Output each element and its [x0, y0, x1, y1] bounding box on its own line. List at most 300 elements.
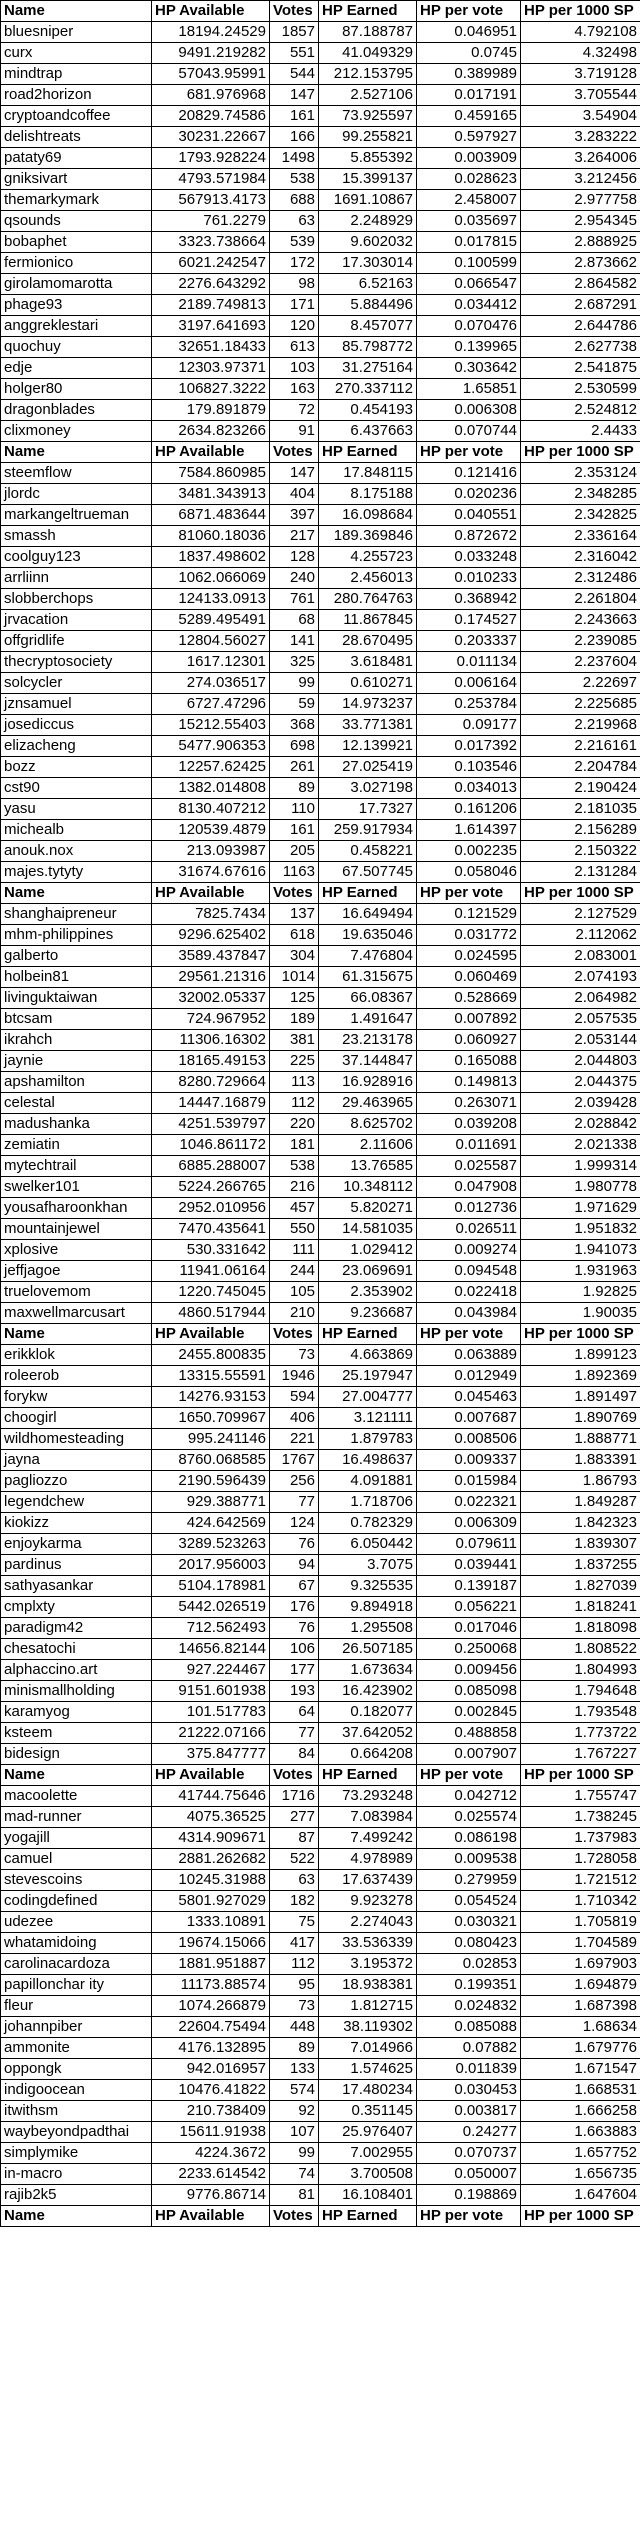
cell-hp-per-vote: 0.033248	[417, 547, 521, 568]
cell-name: alphaccino.art	[1, 1660, 152, 1681]
cell-name: choogirl	[1, 1408, 152, 1429]
cell-votes: 220	[270, 1114, 319, 1135]
cell-votes: 397	[270, 505, 319, 526]
table-row	[1, 2164, 640, 2185]
header-name: Name	[1, 1765, 152, 1786]
cell-hp-per-1000-sp: 2.112062	[521, 925, 640, 946]
cell-hp-available: 32002.05337	[152, 988, 270, 1009]
cell-name: jeffjagoe	[1, 1261, 152, 1282]
cell-hp-available: 4075.36525	[152, 1807, 270, 1828]
cell-hp-earned: 0.458221	[319, 841, 417, 862]
cell-name: majes.tytyty	[1, 862, 152, 883]
table-row	[1, 2122, 640, 2143]
cell-hp-earned: 9.923278	[319, 1891, 417, 1912]
cell-hp-earned: 3.121111	[319, 1408, 417, 1429]
table-row	[1, 1387, 640, 1408]
cell-votes: 98	[270, 274, 319, 295]
cell-name: yousafharoonkhan	[1, 1198, 152, 1219]
header-hp-per-vote: HP per vote	[417, 442, 521, 463]
cell-hp-per-vote: 0.063889	[417, 1345, 521, 1366]
cell-votes: 76	[270, 1534, 319, 1555]
cell-hp-available: 5477.906353	[152, 736, 270, 757]
header-hp-earned: HP Earned	[319, 1765, 417, 1786]
cell-name: josediccus	[1, 715, 152, 736]
cell-hp-available: 11173.88574	[152, 1975, 270, 1996]
cell-name: paradigm42	[1, 1618, 152, 1639]
cell-votes: 1946	[270, 1366, 319, 1387]
table-row	[1, 526, 640, 547]
cell-hp-per-1000-sp: 3.264006	[521, 148, 640, 169]
cell-hp-per-vote: 0.199351	[417, 1975, 521, 1996]
cell-hp-per-vote: 0.009456	[417, 1660, 521, 1681]
cell-hp-per-1000-sp: 2.225685	[521, 694, 640, 715]
cell-hp-available: 9151.601938	[152, 1681, 270, 1702]
cell-hp-per-vote: 0.07882	[417, 2038, 521, 2059]
table-row	[1, 169, 640, 190]
table-row	[1, 946, 640, 967]
cell-hp-per-vote: 0.011134	[417, 652, 521, 673]
cell-hp-available: 929.388771	[152, 1492, 270, 1513]
cell-hp-per-vote: 0.022418	[417, 1282, 521, 1303]
table-row	[1, 631, 640, 652]
cell-hp-available: 724.967952	[152, 1009, 270, 1030]
cell-hp-earned: 0.610271	[319, 673, 417, 694]
table-row	[1, 841, 640, 862]
cell-hp-per-vote: 0.025574	[417, 1807, 521, 1828]
cell-hp-per-vote: 0.086198	[417, 1828, 521, 1849]
header-votes: Votes	[270, 2206, 319, 2227]
header-hp-available: HP Available	[152, 442, 270, 463]
cell-hp-per-1000-sp: 1.837255	[521, 1555, 640, 1576]
header-hp-per-vote: HP per vote	[417, 883, 521, 904]
cell-hp-per-1000-sp: 4.32498	[521, 43, 640, 64]
cell-name: gniksivart	[1, 169, 152, 190]
cell-hp-per-1000-sp: 2.541875	[521, 358, 640, 379]
cell-name: celestal	[1, 1093, 152, 1114]
cell-name: yogajill	[1, 1828, 152, 1849]
cell-hp-per-vote: 0.008506	[417, 1429, 521, 1450]
cell-hp-per-1000-sp: 2.057535	[521, 1009, 640, 1030]
cell-hp-available: 57043.95991	[152, 64, 270, 85]
table-row	[1, 1240, 640, 1261]
cell-hp-earned: 25.197947	[319, 1366, 417, 1387]
cell-name: forykw	[1, 1387, 152, 1408]
cell-hp-per-1000-sp: 1.971629	[521, 1198, 640, 1219]
cell-hp-per-vote: 0.042712	[417, 1786, 521, 1807]
cell-hp-earned: 27.025419	[319, 757, 417, 778]
cell-hp-per-1000-sp: 2.039428	[521, 1093, 640, 1114]
table-row	[1, 1114, 640, 1135]
cell-name: carolinacardoza	[1, 1954, 152, 1975]
cell-hp-earned: 189.369846	[319, 526, 417, 547]
sheet-body	[1, 1, 640, 2227]
cell-hp-per-vote: 0.02853	[417, 1954, 521, 1975]
table-row	[1, 1744, 640, 1765]
cell-hp-per-vote: 0.303642	[417, 358, 521, 379]
cell-hp-earned: 16.098684	[319, 505, 417, 526]
cell-hp-per-1000-sp: 1.941073	[521, 1240, 640, 1261]
cell-hp-per-vote: 0.070476	[417, 316, 521, 337]
table-row	[1, 1660, 640, 1681]
cell-hp-per-1000-sp: 2.021338	[521, 1135, 640, 1156]
cell-hp-available: 31674.67616	[152, 862, 270, 883]
cell-hp-available: 19674.15066	[152, 1933, 270, 1954]
cell-votes: 406	[270, 1408, 319, 1429]
table-row	[1, 1198, 640, 1219]
cell-hp-per-1000-sp: 1.687398	[521, 1996, 640, 2017]
cell-name: quochuy	[1, 337, 152, 358]
cell-hp-earned: 7.083984	[319, 1807, 417, 1828]
cell-votes: 125	[270, 988, 319, 1009]
cell-votes: 67	[270, 1576, 319, 1597]
cell-hp-per-1000-sp: 1.704589	[521, 1933, 640, 1954]
cell-hp-per-vote: 0.017191	[417, 85, 521, 106]
cell-hp-per-vote: 0.121529	[417, 904, 521, 925]
cell-hp-per-vote: 0.012949	[417, 1366, 521, 1387]
cell-votes: 550	[270, 1219, 319, 1240]
table-row	[1, 568, 640, 589]
cell-hp-per-vote: 0.161206	[417, 799, 521, 820]
cell-hp-earned: 73.293248	[319, 1786, 417, 1807]
header-hp-per-vote: HP per vote	[417, 1765, 521, 1786]
table-row	[1, 190, 640, 211]
table-row	[1, 904, 640, 925]
table-row	[1, 43, 640, 64]
cell-hp-per-vote: 0.139965	[417, 337, 521, 358]
cell-hp-per-vote: 0.080423	[417, 1933, 521, 1954]
cell-votes: 182	[270, 1891, 319, 1912]
cell-name: roleerob	[1, 1366, 152, 1387]
cell-hp-per-1000-sp: 1.694879	[521, 1975, 640, 1996]
cell-hp-available: 4224.3672	[152, 2143, 270, 2164]
cell-hp-per-vote: 1.65851	[417, 379, 521, 400]
cell-name: jayna	[1, 1450, 152, 1471]
cell-hp-earned: 259.917934	[319, 820, 417, 841]
cell-hp-per-vote: 0.085088	[417, 2017, 521, 2038]
cell-hp-per-vote: 0.060469	[417, 967, 521, 988]
cell-hp-per-1000-sp: 2.261804	[521, 589, 640, 610]
cell-votes: 161	[270, 106, 319, 127]
cell-hp-per-vote: 0.050007	[417, 2164, 521, 2185]
header-hp-per-1000-sp: HP per 1000 SP	[521, 883, 640, 904]
cell-votes: 225	[270, 1051, 319, 1072]
cell-votes: 613	[270, 337, 319, 358]
cell-hp-available: 3323.738664	[152, 232, 270, 253]
cell-hp-earned: 2.456013	[319, 568, 417, 589]
cell-hp-earned: 17.303014	[319, 253, 417, 274]
cell-hp-available: 1074.266879	[152, 1996, 270, 2017]
cell-hp-available: 14656.82144	[152, 1639, 270, 1660]
cell-votes: 1014	[270, 967, 319, 988]
cell-name: edje	[1, 358, 152, 379]
cell-hp-per-1000-sp: 1.888771	[521, 1429, 640, 1450]
cell-hp-available: 20829.74586	[152, 106, 270, 127]
table-row	[1, 610, 640, 631]
table-row	[1, 652, 640, 673]
cell-hp-earned: 0.664208	[319, 1744, 417, 1765]
cell-hp-per-vote: 0.459165	[417, 106, 521, 127]
cell-name: karamyog	[1, 1702, 152, 1723]
cell-votes: 63	[270, 1870, 319, 1891]
cell-hp-earned: 16.423902	[319, 1681, 417, 1702]
cell-hp-earned: 11.867845	[319, 610, 417, 631]
cell-hp-available: 41744.75646	[152, 1786, 270, 1807]
cell-hp-per-1000-sp: 1.86793	[521, 1471, 640, 1492]
header-row	[1, 1, 640, 22]
cell-name: thecryptosociety	[1, 652, 152, 673]
cell-name: mhm-philippines	[1, 925, 152, 946]
cell-hp-earned: 0.454193	[319, 400, 417, 421]
header-hp-earned: HP Earned	[319, 442, 417, 463]
cell-hp-per-vote: 0.009274	[417, 1240, 521, 1261]
header-hp-per-1000-sp: HP per 1000 SP	[521, 2206, 640, 2227]
cell-hp-per-vote: 0.020236	[417, 484, 521, 505]
header-hp-available: HP Available	[152, 2206, 270, 2227]
cell-votes: 163	[270, 379, 319, 400]
cell-votes: 147	[270, 85, 319, 106]
cell-votes: 176	[270, 1597, 319, 1618]
cell-votes: 76	[270, 1618, 319, 1639]
cell-hp-per-vote: 0.528669	[417, 988, 521, 1009]
table-row	[1, 127, 640, 148]
cell-hp-available: 8130.407212	[152, 799, 270, 820]
header-hp-per-vote: HP per vote	[417, 1, 521, 22]
cell-name: kiokizz	[1, 1513, 152, 1534]
header-hp-available: HP Available	[152, 1, 270, 22]
cell-hp-available: 2233.614542	[152, 2164, 270, 2185]
cell-hp-per-1000-sp: 2.204784	[521, 757, 640, 778]
cell-hp-available: 274.036517	[152, 673, 270, 694]
cell-hp-per-vote: 0.006164	[417, 673, 521, 694]
table-row	[1, 1849, 640, 1870]
cell-hp-earned: 4.091881	[319, 1471, 417, 1492]
cell-name: elizacheng	[1, 736, 152, 757]
cell-hp-earned: 16.498637	[319, 1450, 417, 1471]
table-row	[1, 694, 640, 715]
cell-hp-per-vote: 0.024832	[417, 1996, 521, 2017]
cell-hp-earned: 2.527106	[319, 85, 417, 106]
cell-hp-available: 2017.956003	[152, 1555, 270, 1576]
cell-hp-earned: 66.08367	[319, 988, 417, 1009]
cell-hp-available: 1650.709967	[152, 1408, 270, 1429]
cell-hp-earned: 8.625702	[319, 1114, 417, 1135]
table-row	[1, 1786, 640, 1807]
cell-name: indigoocean	[1, 2080, 152, 2101]
cell-hp-per-vote: 0.060927	[417, 1030, 521, 1051]
cell-name: btcsam	[1, 1009, 152, 1030]
cell-hp-per-1000-sp: 1.883391	[521, 1450, 640, 1471]
table-row	[1, 1513, 640, 1534]
cell-hp-available: 1220.745045	[152, 1282, 270, 1303]
cell-votes: 106	[270, 1639, 319, 1660]
cell-hp-per-vote: 0.047908	[417, 1177, 521, 1198]
table-row	[1, 379, 640, 400]
header-hp-per-vote: HP per vote	[417, 1324, 521, 1345]
cell-votes: 110	[270, 799, 319, 820]
table-row	[1, 1471, 640, 1492]
cell-votes: 128	[270, 547, 319, 568]
cell-hp-available: 5801.927029	[152, 1891, 270, 1912]
cell-hp-per-vote: 0.070744	[417, 421, 521, 442]
cell-hp-earned: 33.536339	[319, 1933, 417, 1954]
cell-hp-earned: 6.050442	[319, 1534, 417, 1555]
cell-name: livinguktaiwan	[1, 988, 152, 1009]
cell-name: apshamilton	[1, 1072, 152, 1093]
cell-hp-per-1000-sp: 1.842323	[521, 1513, 640, 1534]
cell-hp-per-1000-sp: 1.657752	[521, 2143, 640, 2164]
cell-hp-per-vote: 0.24277	[417, 2122, 521, 2143]
table-row	[1, 1807, 640, 1828]
cell-votes: 1716	[270, 1786, 319, 1807]
table-row	[1, 1282, 640, 1303]
cell-hp-per-1000-sp: 1.951832	[521, 1219, 640, 1240]
cell-hp-available: 2276.643292	[152, 274, 270, 295]
header-row	[1, 883, 640, 904]
cell-hp-earned: 23.069691	[319, 1261, 417, 1282]
cell-hp-per-1000-sp: 2.150322	[521, 841, 640, 862]
table-row	[1, 232, 640, 253]
cell-votes: 99	[270, 2143, 319, 2164]
cell-hp-per-1000-sp: 1.738245	[521, 1807, 640, 1828]
cell-hp-earned: 0.351145	[319, 2101, 417, 2122]
table-row	[1, 2059, 640, 2080]
cell-hp-per-1000-sp: 1.92825	[521, 1282, 640, 1303]
table-row	[1, 1408, 640, 1429]
cell-hp-per-vote: 0.056221	[417, 1597, 521, 1618]
cell-name: maxwellmarcusart	[1, 1303, 152, 1324]
cell-votes: 124	[270, 1513, 319, 1534]
cell-votes: 1498	[270, 148, 319, 169]
cell-hp-per-vote: 0.003817	[417, 2101, 521, 2122]
table-row	[1, 2101, 640, 2122]
cell-name: oppongk	[1, 2059, 152, 2080]
cell-hp-per-1000-sp: 3.705544	[521, 85, 640, 106]
cell-votes: 77	[270, 1723, 319, 1744]
cell-hp-per-1000-sp: 2.312486	[521, 568, 640, 589]
table-row	[1, 484, 640, 505]
cell-votes: 89	[270, 2038, 319, 2059]
cell-hp-per-vote: 1.614397	[417, 820, 521, 841]
cell-hp-available: 8280.729664	[152, 1072, 270, 1093]
cell-hp-per-1000-sp: 1.794648	[521, 1681, 640, 1702]
table-row	[1, 295, 640, 316]
cell-hp-per-1000-sp: 2.888925	[521, 232, 640, 253]
cell-hp-per-vote: 0.022321	[417, 1492, 521, 1513]
cell-hp-earned: 2.248929	[319, 211, 417, 232]
cell-hp-available: 213.093987	[152, 841, 270, 862]
cell-votes: 172	[270, 253, 319, 274]
cell-hp-per-vote: 0.139187	[417, 1576, 521, 1597]
cell-hp-earned: 1691.10867	[319, 190, 417, 211]
cell-name: rajib2k5	[1, 2185, 152, 2206]
cell-hp-available: 5289.495491	[152, 610, 270, 631]
cell-hp-earned: 7.014966	[319, 2038, 417, 2059]
cell-name: bluesniper	[1, 22, 152, 43]
cell-hp-available: 1793.928224	[152, 148, 270, 169]
cell-hp-earned: 12.139921	[319, 736, 417, 757]
cell-hp-earned: 14.973237	[319, 694, 417, 715]
cell-hp-per-1000-sp: 1.849287	[521, 1492, 640, 1513]
cell-name: erikklok	[1, 1345, 152, 1366]
header-name: Name	[1, 2206, 152, 2227]
cell-hp-earned: 1.879783	[319, 1429, 417, 1450]
cell-votes: 177	[270, 1660, 319, 1681]
cell-name: girolamomarotta	[1, 274, 152, 295]
header-hp-per-1000-sp: HP per 1000 SP	[521, 442, 640, 463]
cell-name: themarkymark	[1, 190, 152, 211]
cell-votes: 698	[270, 736, 319, 757]
cell-hp-per-vote: 0.006309	[417, 1513, 521, 1534]
cell-hp-per-1000-sp: 2.627738	[521, 337, 640, 358]
header-votes: Votes	[270, 442, 319, 463]
cell-hp-available: 11306.16302	[152, 1030, 270, 1051]
cell-hp-per-vote: 0.045463	[417, 1387, 521, 1408]
table-row	[1, 1219, 640, 1240]
cell-hp-per-vote: 0.279959	[417, 1870, 521, 1891]
cell-hp-per-1000-sp: 2.156289	[521, 820, 640, 841]
cell-hp-earned: 9.325535	[319, 1576, 417, 1597]
cell-hp-per-vote: 0.039208	[417, 1114, 521, 1135]
cell-hp-earned: 3.027198	[319, 778, 417, 799]
cell-hp-available: 6871.483644	[152, 505, 270, 526]
cell-hp-per-vote: 0.025587	[417, 1156, 521, 1177]
cell-hp-available: 1062.066069	[152, 568, 270, 589]
cell-votes: 189	[270, 1009, 319, 1030]
cell-hp-per-1000-sp: 1.710342	[521, 1891, 640, 1912]
table-row	[1, 547, 640, 568]
cell-hp-earned: 37.144847	[319, 1051, 417, 1072]
cell-hp-earned: 28.670495	[319, 631, 417, 652]
cell-votes: 91	[270, 421, 319, 442]
table-row	[1, 1093, 640, 1114]
cell-votes: 166	[270, 127, 319, 148]
cell-hp-earned: 23.213178	[319, 1030, 417, 1051]
cell-votes: 77	[270, 1492, 319, 1513]
cell-votes: 240	[270, 568, 319, 589]
cell-hp-available: 375.847777	[152, 1744, 270, 1765]
cell-hp-per-1000-sp: 3.719128	[521, 64, 640, 85]
cell-hp-per-1000-sp: 1.728058	[521, 1849, 640, 1870]
cell-hp-per-vote: 0.009337	[417, 1450, 521, 1471]
cell-hp-per-vote: 0.094548	[417, 1261, 521, 1282]
cell-hp-per-vote: 0.121416	[417, 463, 521, 484]
cell-hp-earned: 0.782329	[319, 1513, 417, 1534]
cell-hp-earned: 13.76585	[319, 1156, 417, 1177]
cell-name: whatamidoing	[1, 1933, 152, 1954]
cell-votes: 216	[270, 1177, 319, 1198]
cell-hp-per-vote: 0.389989	[417, 64, 521, 85]
cell-hp-per-1000-sp: 2.22697	[521, 673, 640, 694]
cell-hp-per-vote: 0.007907	[417, 1744, 521, 1765]
cell-hp-available: 21222.07166	[152, 1723, 270, 1744]
table-row	[1, 988, 640, 1009]
cell-hp-per-1000-sp: 2.342825	[521, 505, 640, 526]
header-name: Name	[1, 442, 152, 463]
cell-hp-per-vote: 0.015984	[417, 1471, 521, 1492]
table-row	[1, 1009, 640, 1030]
cell-name: wildhomesteading	[1, 1429, 152, 1450]
cell-hp-per-1000-sp: 1.705819	[521, 1912, 640, 1933]
cell-votes: 89	[270, 778, 319, 799]
table-row	[1, 421, 640, 442]
cell-hp-available: 567913.4173	[152, 190, 270, 211]
header-votes: Votes	[270, 1324, 319, 1345]
cell-votes: 68	[270, 610, 319, 631]
cell-name: truelovemom	[1, 1282, 152, 1303]
table-row	[1, 673, 640, 694]
cell-votes: 81	[270, 2185, 319, 2206]
table-row	[1, 1576, 640, 1597]
